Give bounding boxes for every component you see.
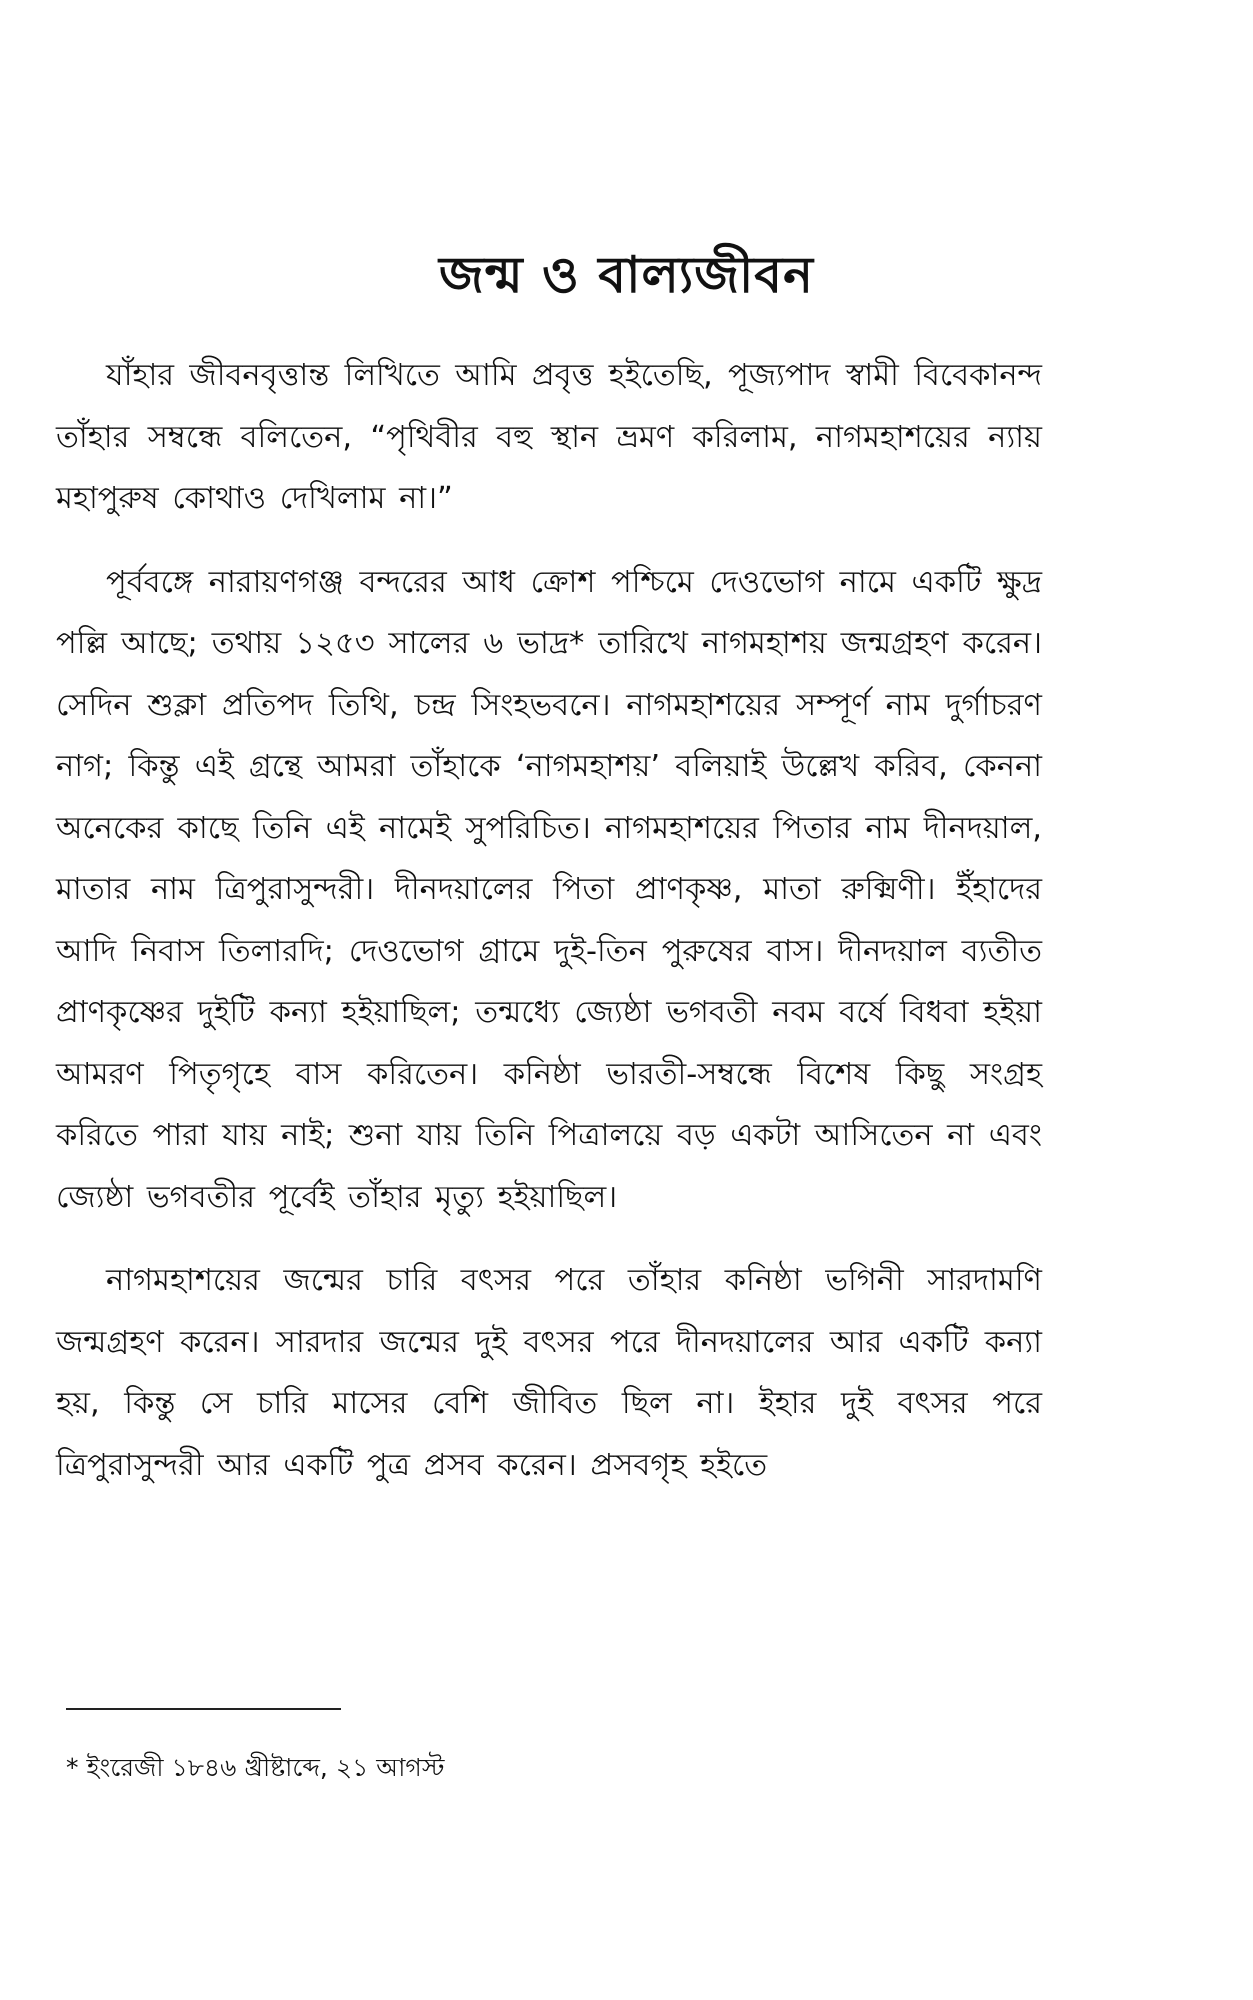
paragraph-2: পূর্ববঙ্গে নারায়ণগঞ্জ বন্দরের আধ ক্রোশ পশ্চিমে দেওভোগ নামে একটি ক্ষুদ্র পল্লি আছে; তথায় ১২৫৩ সালের ৬ ভাদ্র* তারিখে নাগমহাশয় জন্মগ্রহণ করেন। সেদিন শুক্লা প্রতিপদ তিথি, চন্দ্র সিংহভবনে। নাগমহাশয়ের সম্পূর্ণ নাম দুর্গাচরণ নাগ; কিন্তু এই গ্রন্থে আমরা তাঁহাকে ‘নাগমহাশয়’ বলিয়াই উল্লেখ করিব, কেননা অনেকের কাছে তিনি এই নামেই সুপরিচিত। নাগমহাশয়ের পিতার নাম দীনদয়াল, মাতার নাম ত্রিপুরাসুন্দরী। দীনদয়ালের পিতা প্রাণকৃষ্ণ, মাতা রুক্মিণী। ইঁহাদের আদি নিবাস তিলারদি; দেওভোগ গ্রামে দুই-তিন পুরুষের বাস। দীনদয়াল ব্যতীত প্রাণকৃষ্ণের দুইটি কন্যা হইয়াছিল; তন্মধ্যে জ্যেষ্ঠা ভগবতী নবম বর্ষে বিধবা হইয়া আমরণ পিতৃগৃহে বাস করিতেন। কনিষ্ঠা ভারতী-সম্বন্ধে বিশেষ কিছু সংগ্রহ করিতে পারা যায় নাই; শুনা যায় তিনি পিত্রালয়ে বড় একটা আসিতেন না এবং জ্যেষ্ঠা ভগবতীর পূর্বেই তাঁহার মৃত্যু হইয়াছিল। [56, 564, 1042, 1215]
paragraph-3: নাগমহাশয়ের জন্মের চারি বৎসর পরে তাঁহার কনিষ্ঠা ভগিনী সারদামণি জন্মগ্রহণ করেন। সারদার জন্মের দুই বৎসর পরে দীনদয়ালের আর একটি কন্যা হয়, কিন্তু সে চারি মাসের বেশি জীবিত ছিল না। ইহার দুই বৎসর পরে ত্রিপুরাসুন্দরী আর একটি পুত্র প্রসব করেন। প্রসবগৃহ হইতে [56, 1263, 1042, 1483]
footnote-divider [66, 1708, 341, 1710]
paragraph-1: যাঁহার জীবনবৃত্তান্ত লিখিতে আমি প্রবৃত্ত হইতেছি, পূজ্যপাদ স্বামী বিবেকানন্দ তাঁহার সম্বন্ধে বলিতেন, “পৃথিবীর বহু স্থান ভ্রমণ করিলাম, নাগমহাশয়ের ন্যায় মহাপুরুষ কোথাও দেখিলাম না।” [56, 358, 1042, 516]
chapter-title: জন্ম ও বাল্যজীবন [439, 246, 814, 304]
body-text [56, 345, 1042, 1518]
footnote: * ইংরেজী ১৮৪৬ খ্রীষ্টাব্দে, ২১ আগস্ট [66, 1753, 445, 1782]
